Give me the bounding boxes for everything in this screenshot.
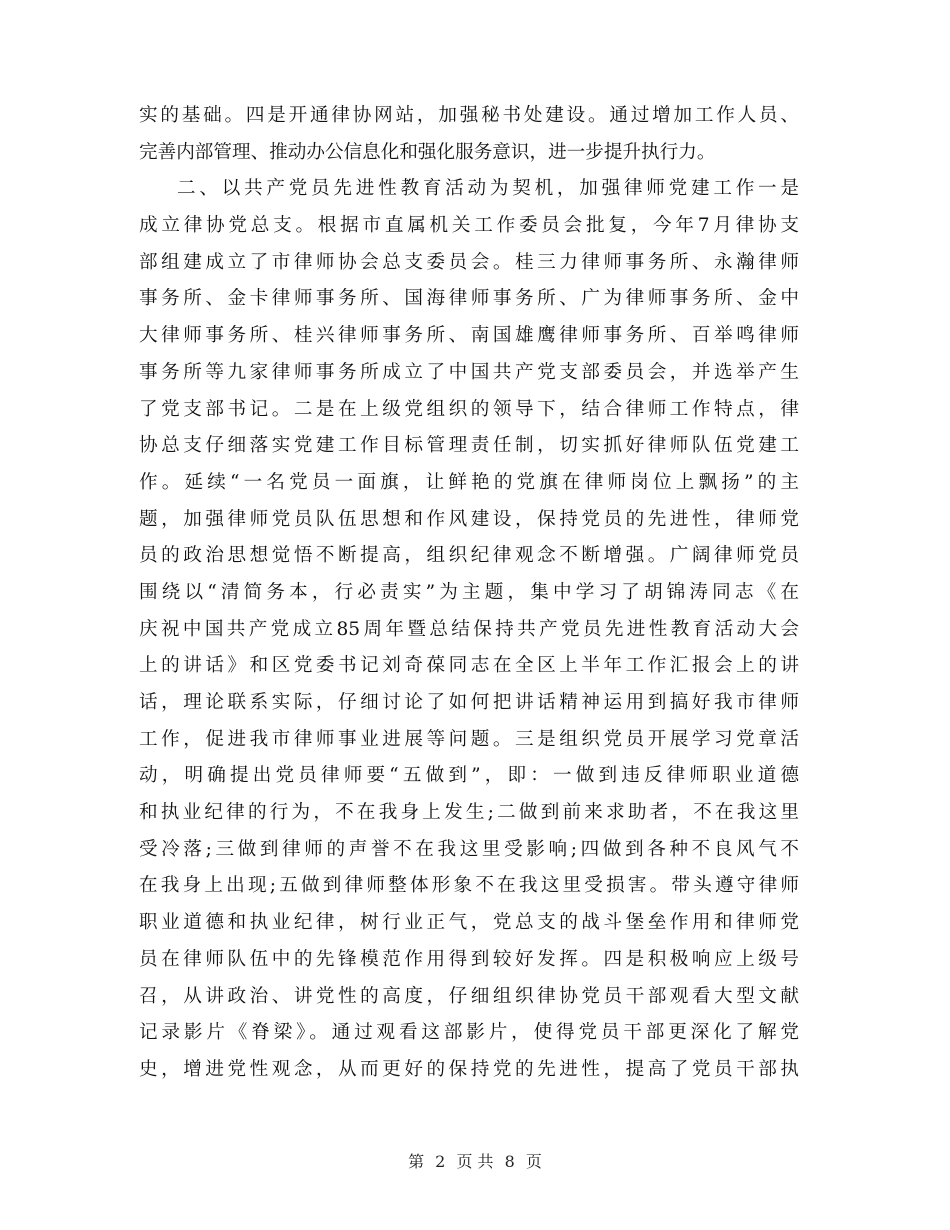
text-line-8: 事务所等九家律师事务所成立了中国共产党支部委员会，并选举产生 <box>139 361 799 383</box>
text-line-26: 记录影片《脊梁》。通过观看这部影片，使得党员干部更深化了解党 <box>139 1022 799 1044</box>
text-line-10: 协总支仔细落实党建工作目标管理责任制，切实抓好律师队伍党建工 <box>139 435 799 457</box>
footer-middle: 页 共 <box>456 1152 494 1171</box>
text-line-5: 部组建成立了市律师协会总支委员会。桂三力律师事务所、永瀚律师 <box>139 251 799 273</box>
text-line-21: 受冷落;三做到律师的声誉不在我这里受影响;四做到各种不良风气不 <box>139 838 799 860</box>
footer-page-number: 2 <box>435 1152 446 1171</box>
text-line-20: 和执业纪律的行为，不在我身上发生;二做到前来求助者，不在我这里 <box>139 802 799 824</box>
footer-prefix: 第 <box>408 1152 425 1171</box>
text-line-13: 员的政治思想觉悟不断提高，组织纪律观念不断增强。广阔律师党员 <box>139 545 799 567</box>
text-line-3: 二、以共产党员先进性教育活动为契机，加强律师党建工作一是 <box>177 178 799 200</box>
text-line-11: 作。延续“一名党员一面旗，让鲜艳的党旗在律师岗位上飘扬”的主 <box>139 471 799 493</box>
text-line-2: 完善内部管理、推动办公信息化和强化服务意识，进一步提升执行力。 <box>139 141 716 163</box>
footer-total-pages: 8 <box>504 1152 515 1171</box>
text-line-25: 召，从讲政治、讲党性的高度，仔细组织律协党员干部观看大型文献 <box>139 985 799 1007</box>
footer-suffix: 页 <box>525 1152 542 1171</box>
text-line-9: 了党支部书记。二是在上级党组织的领导下，结合律师工作特点，律 <box>139 398 799 420</box>
text-line-19: 动，明确提出党员律师要“五做到”，即：一做到违反律师职业道德 <box>139 765 799 787</box>
text-line-27: 史，增进党性观念，从而更好的保持党的先进性，提高了党员干部执 <box>139 1058 799 1080</box>
text-line-18: 工作，促进我市律师事业进展等问题。三是组织党员开展学习党章活 <box>139 728 799 750</box>
text-line-6: 事务所、金卡律师事务所、国海律师事务所、广为律师事务所、金中 <box>139 288 799 310</box>
text-line-23: 职业道德和执业纪律，树行业正气，党总支的战斗堡垒作用和律师党 <box>139 912 799 934</box>
text-line-16: 上的讲话》和区党委书记刘奇葆同志在全区上半年工作汇报会上的讲 <box>139 655 799 677</box>
page-footer <box>0 1150 950 1174</box>
text-line-15: 庆祝中国共产党成立85周年暨总结保持共产党员先进性教育活动大会 <box>139 618 799 640</box>
text-line-17: 话，理论联系实际，仔细讨论了如何把讲话精神运用到搞好我市律师 <box>139 692 799 713</box>
text-line-4: 成立律协党总支。根据市直属机关工作委员会批复，今年7月律协支 <box>139 215 799 237</box>
text-line-24: 员在律师队伍中的先锋模范作用得到较好发挥。四是积极响应上级号 <box>139 948 799 970</box>
text-line-12: 题，加强律师党员队伍思想和作风建设，保持党员的先进性，律师党 <box>139 508 799 530</box>
body-text <box>139 98 799 1089</box>
text-line-1: 实的基础。四是开通律协网站，加强秘书处建设。通过增加工作人员、 <box>139 105 799 126</box>
text-line-14: 围绕以“清简务本，行必责实”为主题，集中学习了胡锦涛同志《在 <box>139 581 799 603</box>
text-line-7: 大律师事务所、桂兴律师事务所、南国雄鹰律师事务所、百举鸣律师 <box>139 325 799 347</box>
text-line-22: 在我身上出现;五做到律师整体形象不在我这里受损害。带头遵守律师 <box>139 875 799 897</box>
